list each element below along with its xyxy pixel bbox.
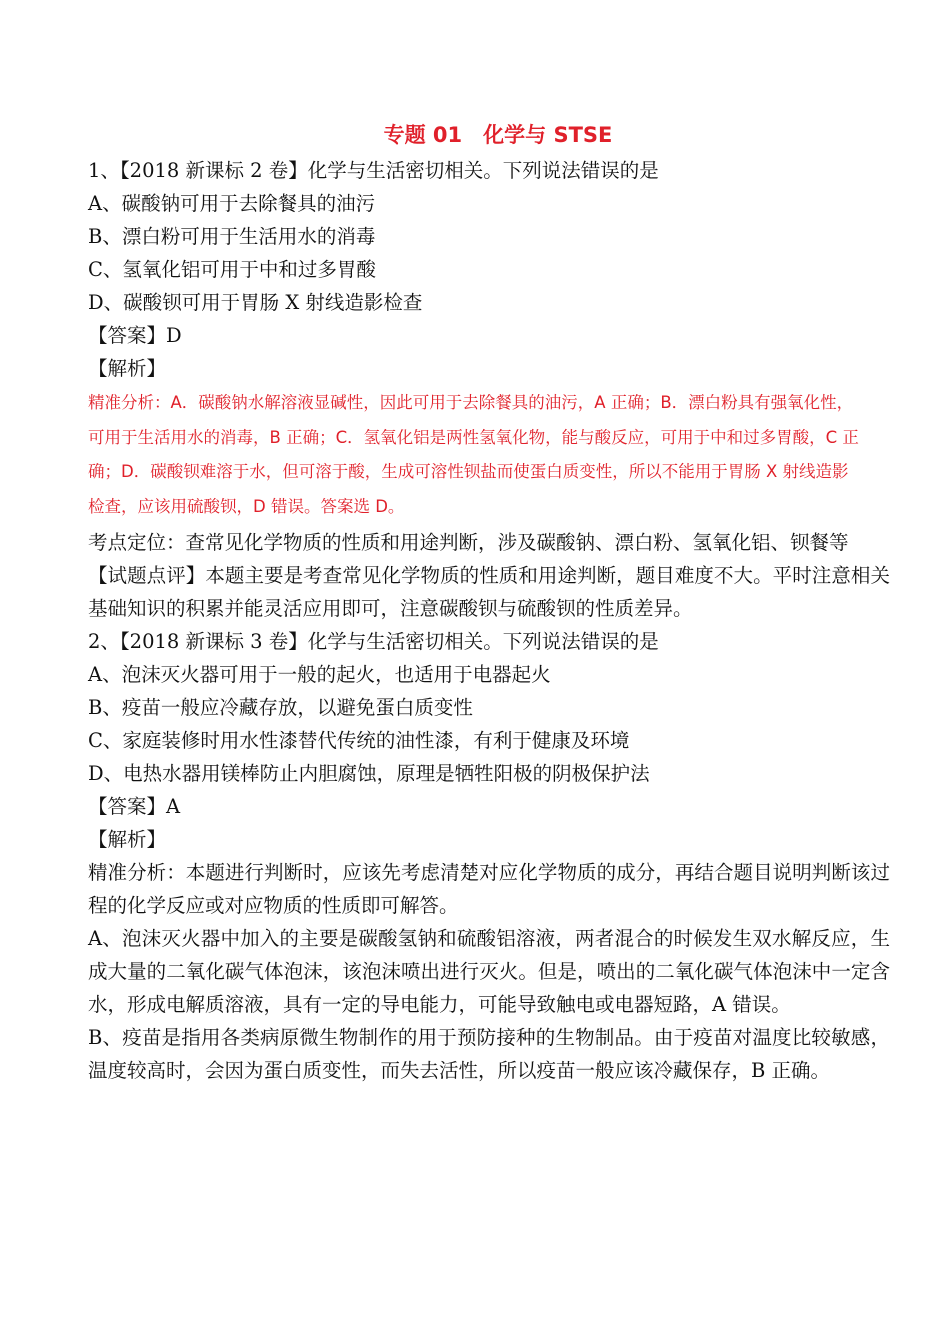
q2-option-c: C、家庭装修时用水性漆替代传统的油性漆，有利于健康及环境: [88, 729, 630, 752]
q2-option-b: B、疫苗一般应冷藏存放，以避免蛋白质变性: [88, 696, 473, 719]
q1-analysis-line: 确；D．碳酸钡难溶于水，但可溶于酸，生成可溶性钡盐而使蛋白质变性，所以不能用于胃肠 X 射线造影: [88, 462, 849, 481]
q1-answer: 【答案】D: [88, 324, 182, 347]
q1-option-b: B、漂白粉可用于生活用水的消毒: [88, 225, 376, 248]
q2-stem: 2、【2018 新课标 3 卷】化学与生活密切相关。下列说法错误的是: [88, 630, 659, 653]
q1-analysis-line: 精准分析：A．碳酸钠水解溶液显碱性，因此可用于去除餐具的油污，A 正确；B．漂白粉具有强氧化性，: [88, 393, 854, 412]
q1-analysis-line: 检查，应该用硫酸钡，D 错误。答案选 D。: [88, 496, 405, 516]
q1-point: 考点定位：查常见化学物质的性质和用途判断，涉及碳酸钠、漂白粉、氢氧化铝、钡餐等: [88, 531, 849, 554]
q1-option-a: A、碳酸钠可用于去除餐具的油污: [88, 192, 376, 215]
q1-stem: 1、【2018 新课标 2 卷】化学与生活密切相关。下列说法错误的是: [88, 159, 659, 182]
q2-analysis-a: A、泡沫灭火器中加入的主要是碳酸氢钠和硫酸铝溶液，两者混合的时候发生双水解反应，生成大量的二氧化碳气体泡沫，该泡沫喷出进行灭火。但是，喷出的二氧化碳气体泡沫中一定含水，形成电解质溶液，具有一定的导电能力，可能导致触电或电器短路，A 错误。: [88, 927, 890, 1016]
q2-option-d: D、电热水器用镁棒防止内胆腐蚀，原理是牺牲阳极的阴极保护法: [88, 762, 650, 785]
q2-analysis-b: B、疫苗是指用各类病原微生物制作的用于预防接种的生物制品。由于疫苗对温度比较敏感，温度较高时，会因为蛋白质变性，而失去活性，所以疫苗一般应该冷藏保存，B 正确。: [88, 1026, 890, 1082]
q1-comment: 【试题点评】本题主要是考查常见化学物质的性质和用途判断，题目难度不大。平时注意相关基础知识的积累并能灵活应用即可，注意碳酸钡与硫酸钡的性质差异。: [88, 564, 890, 620]
q1-analysis: [88, 386, 868, 524]
q2-option-a: A、泡沫灭火器可用于一般的起火，也适用于电器起火: [88, 663, 551, 686]
q2-analysis-intro: 精准分析：本题进行判断时，应该先考虑清楚对应化学物质的成分，再结合题目说明判断该过程的化学反应或对应物质的性质即可解答。: [88, 861, 890, 917]
q2-analysis-label: 【解析】: [88, 828, 167, 851]
q1-option-d: D、碳酸钡可用于胃肠 X 射线造影检查: [88, 291, 423, 314]
q1-analysis-line: 可用于生活用水的消毒，B 正确；C．氢氧化铝是两性氢氧化物，能与酸反应，可用于中和过多胃酸，C 正: [88, 427, 859, 447]
page-title: 专题 01 化学与 STSE: [383, 123, 613, 147]
q1-analysis-label: 【解析】: [88, 357, 167, 380]
q2-answer: 【答案】A: [88, 795, 181, 818]
q1-option-c: C、氢氧化铝可用于中和过多胃酸: [88, 258, 376, 281]
